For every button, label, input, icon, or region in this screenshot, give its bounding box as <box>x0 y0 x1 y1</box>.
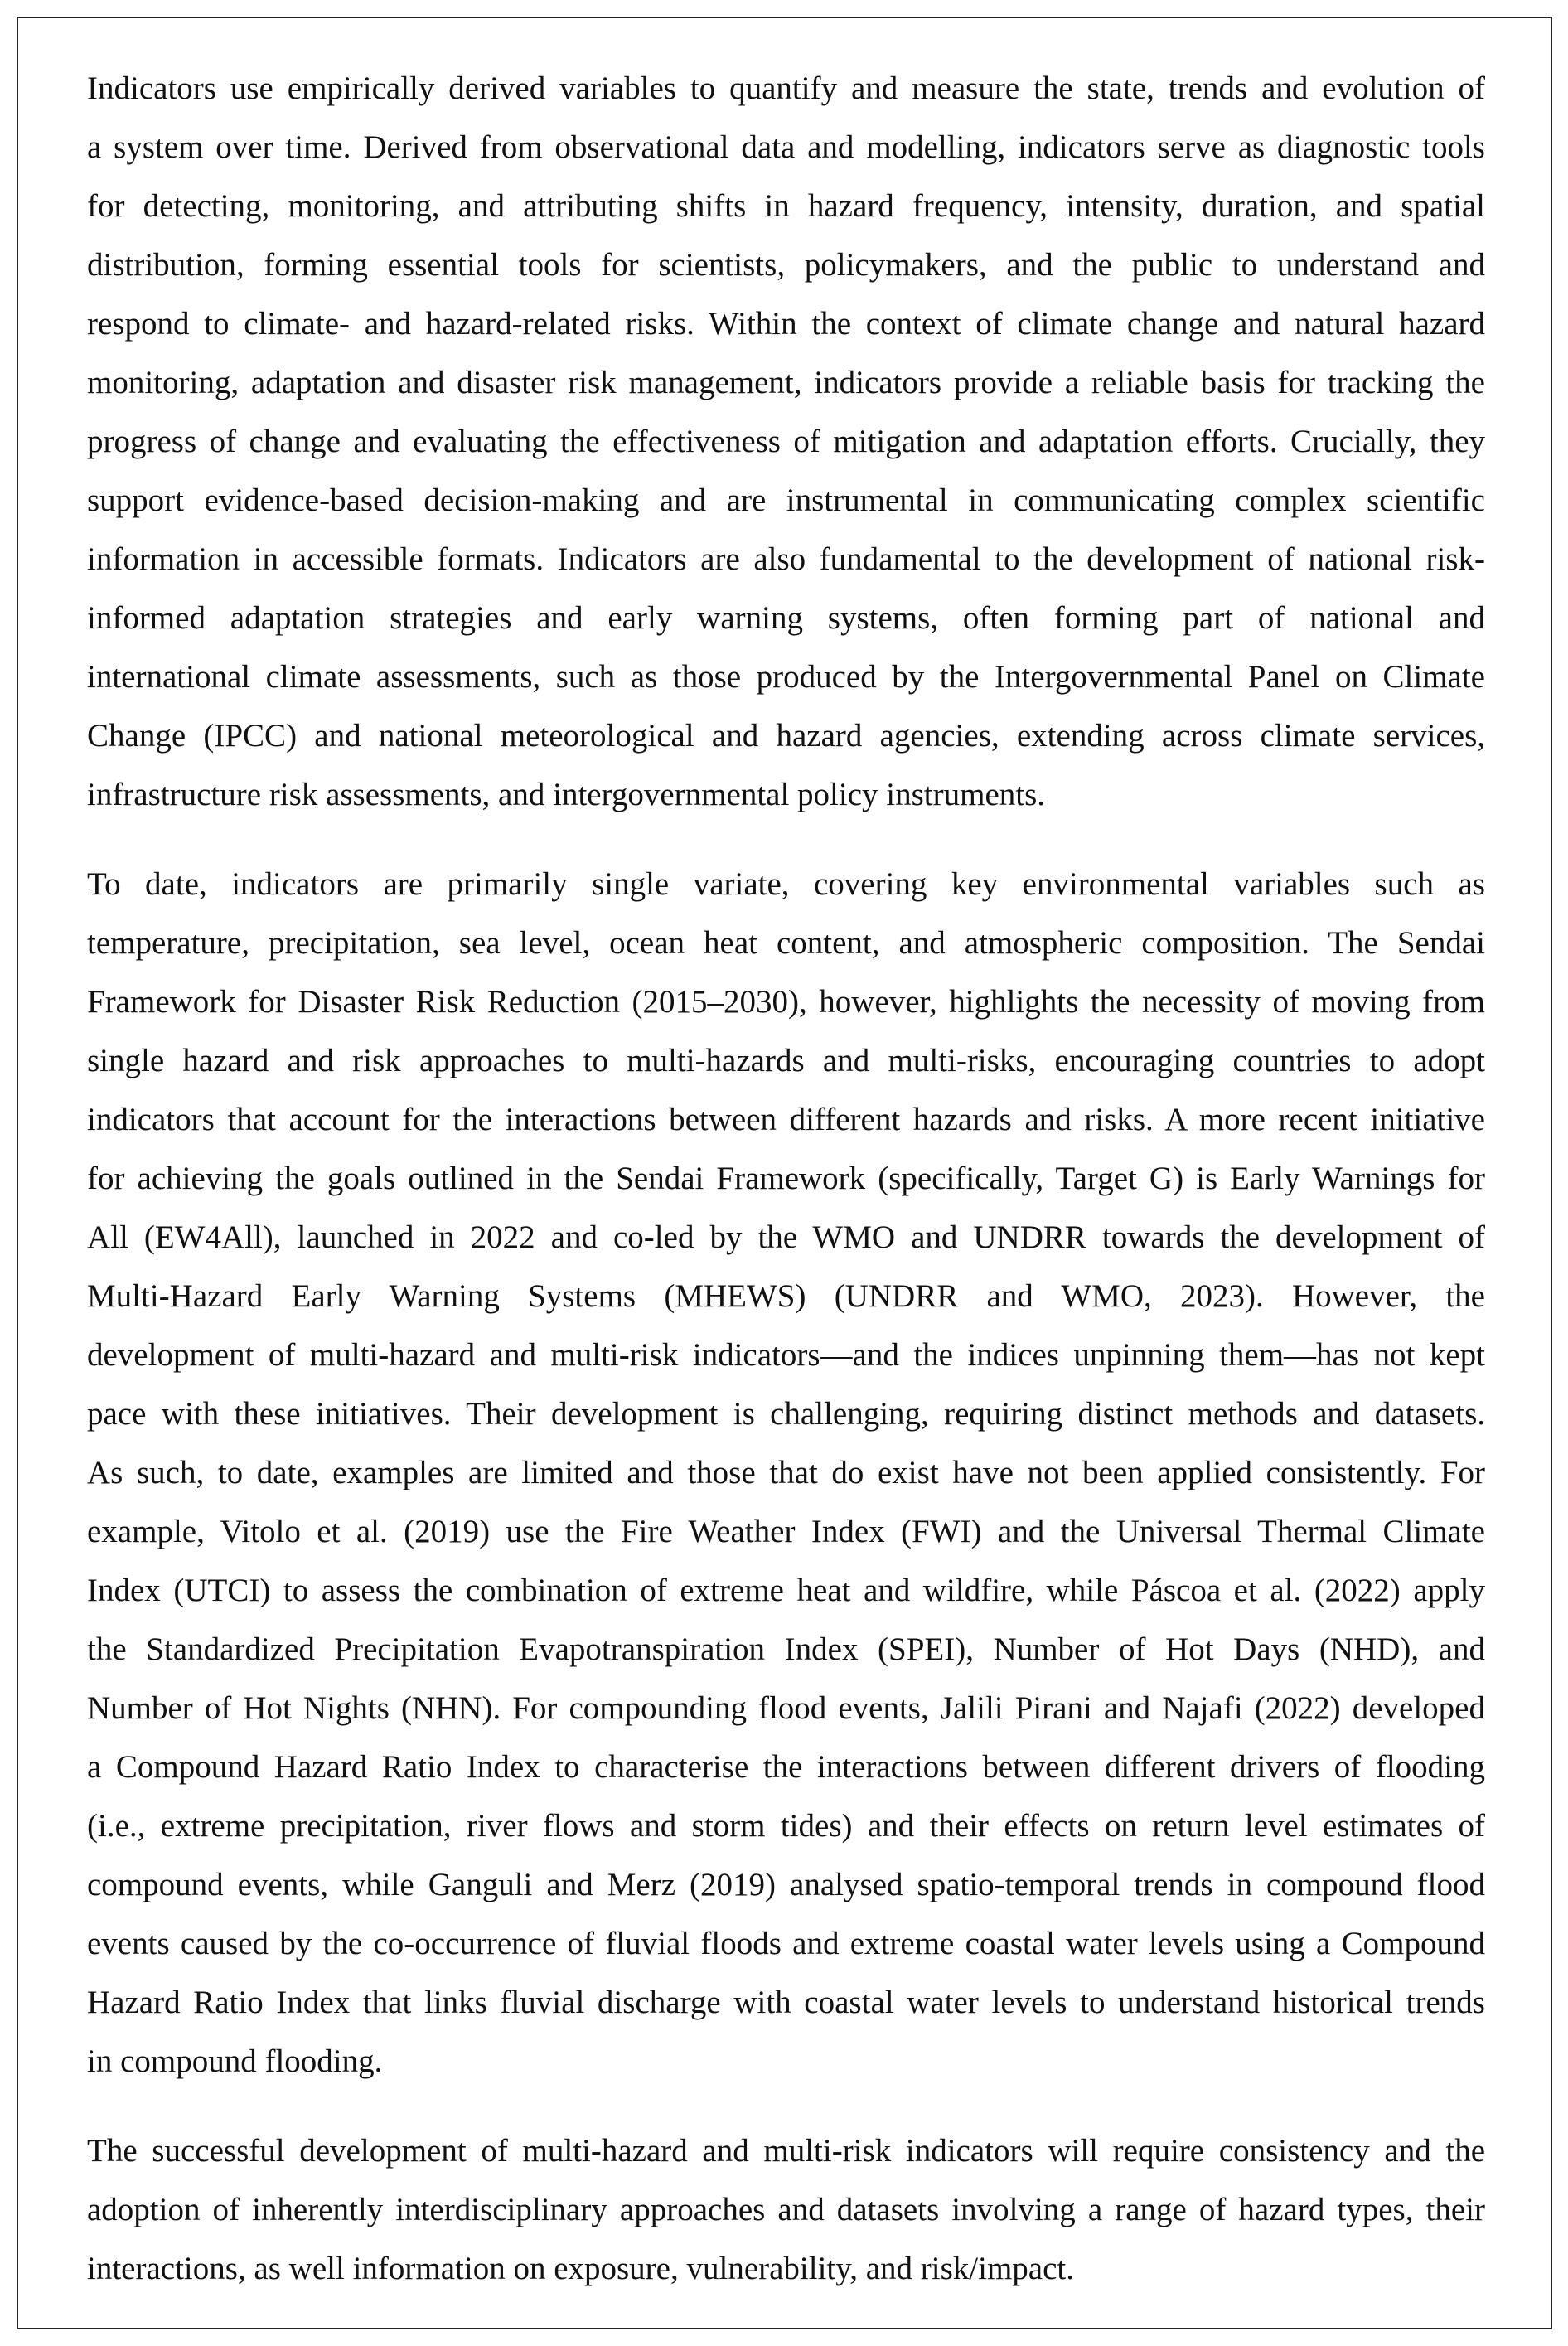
text-line: Framework for Disaster Risk Reduction (2015–2030), however, highlights the necessity of moving from <box>87 984 1485 1020</box>
text-line: The successful development of multi-hazard and multi-risk indicators will require consistency and the <box>87 2133 1485 2169</box>
text-line: for achieving the goals outlined in the Sendai Framework (specifically, Target G) is Early Warnings for <box>87 1161 1485 1196</box>
text-line: international climate assessments, such as those produced by the Intergovernmental Panel on Climate <box>87 659 1485 695</box>
text-line: Number of Hot Nights (NHN). For compounding flood events, Jalili Pirani and Najafi (2022) developed <box>87 1690 1485 1726</box>
text-line: adoption of inherently interdisciplinary approaches and datasets involving a range of hazard types, their <box>87 2192 1485 2227</box>
text-line: support evidence-based decision-making and are instrumental in communicating complex scientific <box>87 482 1485 518</box>
text-line: Index (UTCI) to assess the combination of extreme heat and wildfire, while Páscoa et al. (2022) apply <box>87 1573 1485 1608</box>
text-line: information in accessible formats. Indicators are also fundamental to the development of national risk- <box>87 541 1485 577</box>
text-line: for detecting, monitoring, and attributing shifts in hazard frequency, intensity, duration, and spatial <box>87 188 1485 224</box>
text-line: in compound flooding. <box>87 2043 383 2079</box>
text-line: Change (IPCC) and national meteorological and hazard agencies, extending across climate services, <box>87 718 1485 754</box>
text-line: As such, to date, examples are limited and those that do exist have not been applied consistently. For <box>87 1455 1485 1490</box>
text-line: progress of change and evaluating the effectiveness of mitigation and adaptation efforts. Crucially, they <box>87 424 1485 459</box>
text-line: distribution, forming essential tools for scientists, policymakers, and the public to understand and <box>87 247 1485 283</box>
document-frame <box>17 17 1552 2329</box>
text-line: example, Vitolo et al. (2019) use the Fire Weather Index (FWI) and the Universal Thermal Climate <box>87 1514 1485 1549</box>
text-line: informed adaptation strategies and early warning systems, often forming part of national and <box>87 600 1485 636</box>
text-line: pace with these initiatives. Their development is challenging, requiring distinct methods and datasets. <box>87 1396 1485 1432</box>
text-line: a Compound Hazard Ratio Index to characterise the interactions between different drivers of flooding <box>87 1749 1485 1785</box>
text-line: the Standardized Precipitation Evapotranspiration Index (SPEI), Number of Hot Days (NHD), and <box>87 1631 1485 1667</box>
text-line: a system over time. Derived from observational data and modelling, indicators serve as diagnostic tools <box>87 129 1485 165</box>
text-line: events caused by the co-occurrence of fluvial floods and extreme coastal water levels using a Compound <box>87 1926 1485 1961</box>
text-line: Indicators use empirically derived variables to quantify and measure the state, trends and evolution of <box>87 70 1485 106</box>
text-line: infrastructure risk assessments, and intergovernmental policy instruments. <box>87 777 1046 812</box>
text-line: development of multi-hazard and multi-risk indicators—and the indices unpinning them—has not kept <box>87 1337 1485 1373</box>
text-line: (i.e., extreme precipitation, river flows and storm tides) and their effects on return level estimates of <box>87 1808 1485 1844</box>
text-line: compound events, while Ganguli and Merz (2019) analysed spatio-temporal trends in compound flood <box>87 1867 1485 1902</box>
text-line: respond to climate- and hazard-related risks. Within the context of climate change and natural hazard <box>87 306 1485 342</box>
text-line: Hazard Ratio Index that links fluvial discharge with coastal water levels to understand historical trends <box>87 1985 1485 2020</box>
text-line: All (EW4All), launched in 2022 and co-led by the WMO and UNDRR towards the development of <box>87 1219 1485 1255</box>
text-line: indicators that account for the interactions between different hazards and risks. A more recent initiative <box>87 1102 1485 1137</box>
text-line: monitoring, adaptation and disaster risk management, indicators provide a reliable basis for tracking the <box>87 365 1485 400</box>
text-line: single hazard and risk approaches to multi-hazards and multi-risks, encouraging countries to adopt <box>87 1043 1485 1078</box>
text-line: interactions, as well information on exposure, vulnerability, and risk/impact. <box>87 2251 1075 2286</box>
text-line: Multi-Hazard Early Warning Systems (MHEWS) (UNDRR and WMO, 2023). However, the <box>87 1278 1485 1314</box>
text-line: To date, indicators are primarily single variate, covering key environmental variables such as <box>87 866 1485 902</box>
text-line: temperature, precipitation, sea level, ocean heat content, and atmospheric composition. The Sendai <box>87 925 1485 961</box>
